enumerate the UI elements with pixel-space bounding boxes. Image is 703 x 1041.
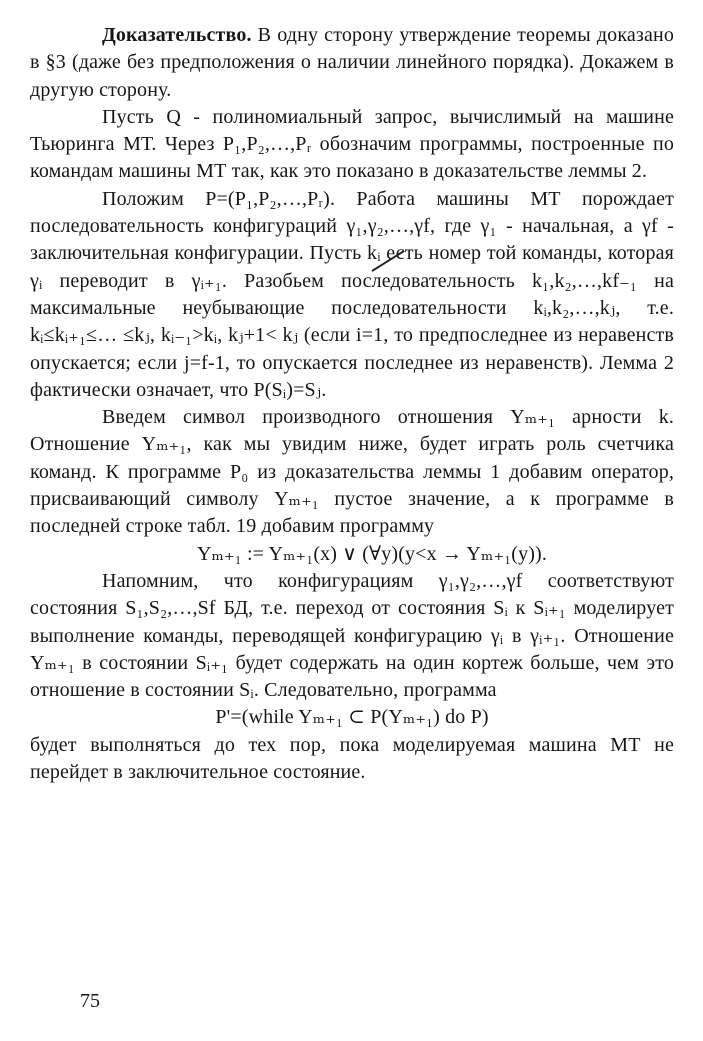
paragraph-turing: Пусть Q - полиномиальный запрос, вычислимый на машине Тьюринга МТ. Через P₁,P₂,…,Pᵣ обозначим программы, построенные по командам машины МТ так, как это показано в доказательстве леммы 2. [30, 105, 674, 183]
paragraph-states: Напомним, что конфигурациям γ₁,γ₂,…,γf соответствуют состояния S₁,S₂,…,Sf БД, т.е. переход от состояния Sᵢ к Sᵢ₊₁ моделирует выполнение команды, переводящей конфигурацию γᵢ в γᵢ₊₁. Отношение Yₘ₊₁ в состоянии Sᵢ₊₁ будет содержать на один кортеж больше, чем это отношение в состоянии Sᵢ. Следовательно, программа [30, 569, 674, 702]
paragraph-proof-intro [30, 22, 674, 104]
paragraph-configurations: Положим P=(P₁,P₂,…,Pᵣ). Работа машины МТ порождает последовательность конфигураций γ₁,γ₂,…,γf, где γ₁ - начальная, а γf - заключительная конфигурации. Пусть kᵢ есть номер той команды, которая γᵢ переводит в γᵢ₊₁. Разобьем последовательность k₁,k₂,…,kf₋₁ на максимальные неубывающие последовательности kᵢ,k₂,…,kⱼ, т.е. kᵢ≤kᵢ₊₁≤… ≤kⱼ, kᵢ₋₁>kᵢ, kⱼ+1< kⱼ (если i=1, то предпоследнее из неравенств опускается; если j=f-1, то опускается последнее из неравенств). Лемма 2 фактически означает, что P(Sᵢ)=Sⱼ. [30, 187, 674, 401]
page-number: 75 [80, 990, 100, 1012]
formula-assignment: Yₘ₊₁ := Yₘ₊₁(x) ∨ (∀y)(y<x → Yₘ₊₁(y)). [196, 542, 548, 565]
main-text [30, 22, 674, 786]
formula-while-program: P'=(while Yₘ₊₁ ⊂ P(Yₘ₊₁) do P) [215, 706, 489, 729]
paragraph-counter-relation: Введем символ производного отношения Yₘ₊₁ арности k. Отношение Yₘ₊₁, как мы увидим ниже, будет играть роль счетчика команд. К программе P₀ из доказательства леммы 1 добавим оператор, присваивающий символу Yₘ₊₁ пустое значение, а к программе в последней строке табл. 19 добавим программу [30, 406, 674, 538]
paragraph-text: В одну сторону утверждение теоремы доказано в §3 (даже без предположения о наличии линейного порядка). Докажем в другую сторону. [30, 24, 674, 101]
proof-heading: Доказательство. [102, 24, 252, 46]
paragraph-conclusion: будет выполняться до тех пор, пока моделируемая машина МТ не перейдет в заключительное состояние. [30, 733, 674, 784]
